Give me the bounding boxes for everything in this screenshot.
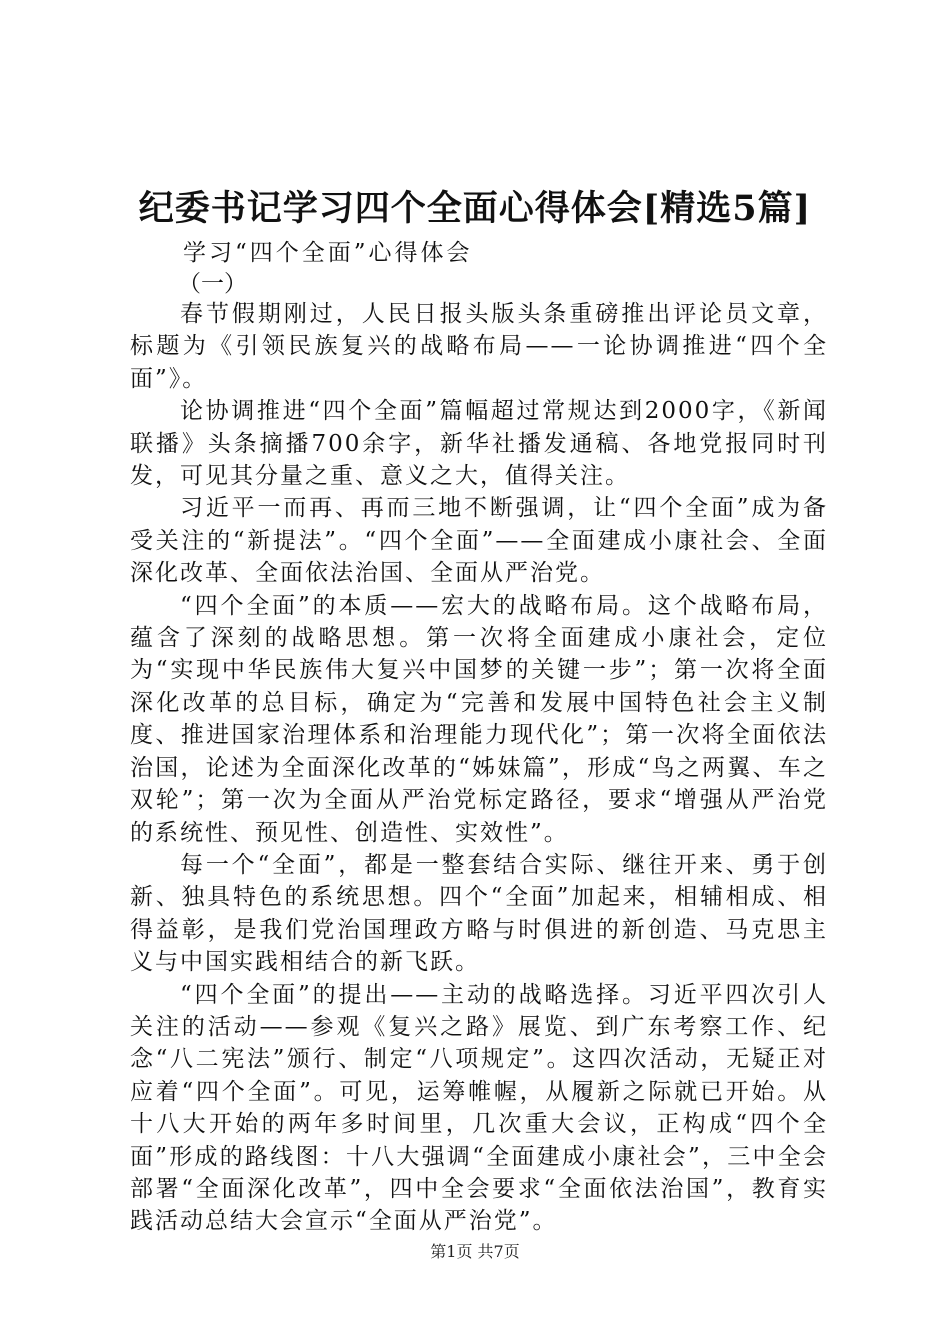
page-footer: 第1页 共7页 [430, 1242, 520, 1261]
document-subtitle: 学习“四个全面”心得体会 [183, 240, 473, 266]
document-title: 纪委书记学习四个全面心得体会[精选5篇] [138, 188, 812, 229]
paragraph: 每一个“全面”，都是一整套结合实际、继往开来、勇于创新、独具特色的系统思想。四个“全面”加起来，相辅相成、相得益彰，是我们党治国理政方略与时俱进的新创造、马克思主义与中国实践相结合的新飞跃。 [130, 851, 828, 976]
paragraph: “四个全面”的本质——宏大的战略布局。这个战略布局，蕴含了深刻的战略思想。第一次将全面建成小康社会，定位为“实现中华民族伟大复兴中国梦的关键一步”；第一次将全面深化改革的总目标，确定为“完善和发展中国特色社会主义制度、推进国家治理体系和治理能力现代化”；第一次将全面依法治国，论述为全面深化改革的“姊妹篇”，形成“鸟之两翼、车之双轮”；第一次为全面从严治党标定路径，要求“增强从严治党的系统性、预见性、创造性、实效性”。 [130, 592, 828, 846]
section-number: （一） [178, 271, 247, 297]
paragraph: 习近平一而再、再而三地不断强调，让“四个全面”成为备受关注的“新提法”。“四个全面”——全面建成小康社会、全面深化改革、全面依法治国、全面从严治党。 [130, 495, 828, 587]
paragraph: “四个全面”的提出——主动的战略选择。习近平四次引人关注的活动——参观《复兴之路》展览、到广东考察工作、纪念“八二宪法”颁行、制定“八项规定”。这四次活动，无疑正对应着“四个全面”。可见，运筹帷幄，从履新之际就已开始。从十八大开始的两年多时间里，几次重大会议，正构成“四个全面”形成的路线图：十八大强调“全面建成小康社会”，三中全会部署“全面深化改革”，四中全会要求“全面依法治国”，教育实践活动总结大会宣示“全面从严治党”。 [130, 981, 828, 1235]
document-body [130, 298, 828, 1238]
paragraph: 春节假期刚过，人民日报头版头条重磅推出评论员文章，标题为《引领民族复兴的战略布局——一论协调推进“四个全面”》。 [130, 301, 828, 392]
paragraph: 论协调推进“四个全面”篇幅超过常规达到2000字，《新闻联播》头条摘播700余字，新华社播发通稿、各地党报同时刊发，可见其分量之重、意义之大，值得关注。 [130, 398, 828, 490]
